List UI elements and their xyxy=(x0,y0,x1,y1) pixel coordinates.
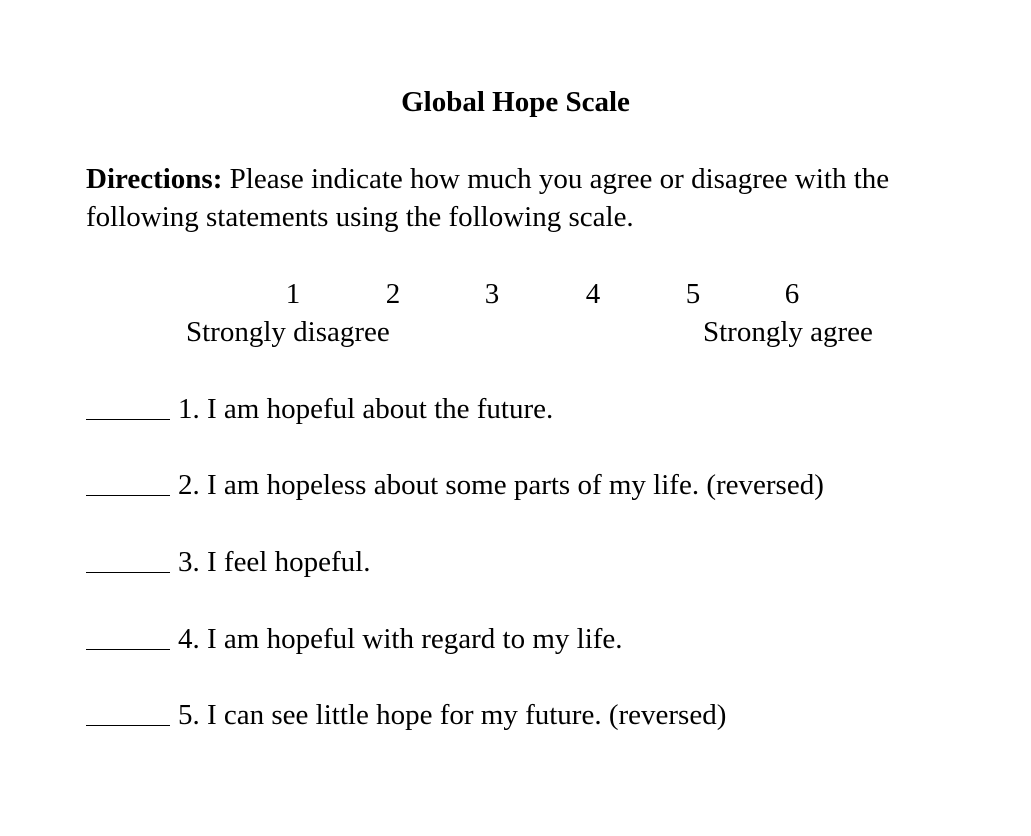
scale-point-4: 4 xyxy=(585,278,601,310)
list-item xyxy=(86,697,726,733)
answer-blank-5[interactable] xyxy=(86,699,170,726)
item-text-4: 4. I am hopeful with regard to my life. xyxy=(178,623,623,655)
directions-label: Directions: xyxy=(86,163,223,195)
answer-blank-2[interactable] xyxy=(86,469,170,496)
scale-point-6: 6 xyxy=(784,278,800,310)
answer-blank-3[interactable] xyxy=(86,546,170,573)
scale-point-5: 5 xyxy=(685,278,701,310)
item-text-2: 2. I am hopeless about some parts of my life. (reversed) xyxy=(178,469,824,501)
scale-point-2: 2 xyxy=(385,278,401,310)
list-item xyxy=(86,621,623,657)
item-text-3: 3. I feel hopeful. xyxy=(178,546,371,578)
scale-point-3: 3 xyxy=(484,278,500,310)
item-text-1: 1. I am hopeful about the future. xyxy=(178,393,554,425)
list-item xyxy=(86,391,553,427)
scale-low-anchor: Strongly disagree xyxy=(186,316,390,348)
list-item xyxy=(86,544,370,580)
page-title: Global Hope Scale xyxy=(401,86,630,118)
item-text-5: 5. I can see little hope for my future. (reversed) xyxy=(178,699,727,731)
directions-text: Please indicate how much you agree or disagree with the following statements using the following scale. xyxy=(86,163,890,233)
scale-point-1: 1 xyxy=(285,278,301,310)
answer-blank-1[interactable] xyxy=(86,393,170,420)
directions-paragraph xyxy=(86,160,986,236)
scale-high-anchor: Strongly agree xyxy=(703,316,873,348)
list-item xyxy=(86,467,824,503)
answer-blank-4[interactable] xyxy=(86,623,170,650)
